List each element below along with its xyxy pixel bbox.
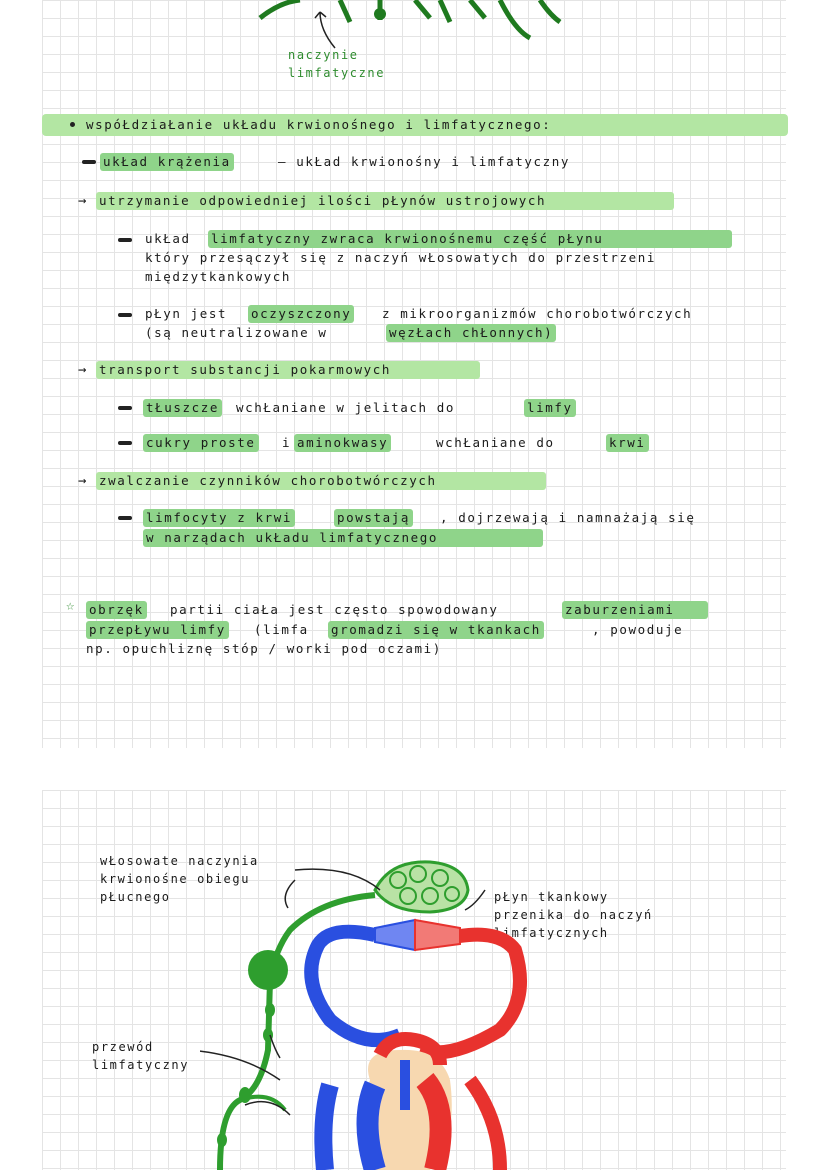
text-segment: pŁyn jest	[145, 306, 228, 321]
arrow-icon: →	[78, 362, 89, 378]
highlighted-segment: oczyszczony	[248, 305, 354, 323]
dash	[118, 313, 132, 317]
topic-fighting-pathogens: zwalczanie czynników chorobotwórczych	[96, 472, 546, 490]
highlighted-segment: zaburzeniami	[562, 601, 708, 619]
dash	[118, 441, 132, 445]
text-segment: , powoduje	[592, 622, 684, 637]
dash	[82, 160, 96, 164]
highlighted-segment: limfy	[524, 399, 576, 417]
text-segment: wchŁaniane w jelitach do	[236, 400, 456, 415]
circulatory-system-definition: – ukŁad krwionośny i limfatyczny	[278, 154, 571, 169]
section-heading: wspóŁdziaŁanie ukŁadu krwionośnego i limfatycznego:	[86, 117, 552, 132]
highlighted-segment: cukry proste	[143, 434, 259, 452]
lymph-vessel-drawing-top	[240, 0, 580, 50]
text-segment: wchŁaniane do	[436, 435, 555, 450]
highlighted-segment: węzŁach chŁonnych)	[386, 324, 556, 342]
top-vessel-label: naczynie limfatyczne	[288, 48, 386, 80]
dash	[118, 238, 132, 242]
lymph-duct-label: przewód limfatyczny	[92, 1040, 190, 1072]
highlighted-segment: obrzęk	[86, 601, 147, 619]
text-line: który przesączył się z naczyń wŁosowatych do przestrzeni	[145, 250, 657, 265]
text-segment: ukŁad	[145, 231, 191, 246]
highlighted-segment: w narządach ukŁadu limfatycznego	[143, 529, 543, 547]
highlighted-segment: aminokwasy	[294, 434, 391, 452]
highlighted-segment: limfocyty z krwi	[143, 509, 295, 527]
bullet-dot	[70, 122, 75, 127]
arrow-icon: →	[78, 193, 89, 209]
circulatory-system-label: ukŁad krążenia	[100, 153, 234, 171]
text-segment: (limfa	[254, 622, 309, 637]
circulation-diagram	[200, 850, 540, 1170]
star-icon: ☆	[66, 598, 77, 614]
arrow-icon: →	[78, 473, 89, 489]
topic-nutrient-transport: transport substancji pokarmowych	[96, 361, 480, 379]
text-line: międzytkankowych	[145, 269, 292, 284]
highlighted-segment: krwi	[606, 434, 649, 452]
highlighted-segment: gromadzi się w tkankach	[328, 621, 544, 639]
dash	[118, 406, 132, 410]
highlighted-segment: limfatyczny zwraca krwionośnemu część pŁynu	[208, 230, 732, 248]
highlighted-segment: przepŁywu limfy	[86, 621, 229, 639]
lymph-capillary-network	[375, 862, 468, 912]
text-segment: z mikroorganizmów chorobotwórczych	[382, 306, 693, 321]
text-segment: (są neutralizowane w	[145, 325, 328, 340]
highlighted-segment: tŁuszcze	[143, 399, 222, 417]
dash	[118, 516, 132, 520]
text-line: np. opuchliznę stóp / worki pod oczami)	[86, 641, 442, 656]
text-segment: partii ciaŁa jest często spowodowany	[170, 602, 499, 617]
pulmonary-capillaries-label: wŁosowate naczynia krwionośne obiegu pŁucnego	[100, 854, 259, 904]
topic-fluid-balance: utrzymanie odpowiedniej ilości pŁynów ustrojowych	[96, 192, 674, 210]
tissue-fluid-label: pŁyn tkankowy przenika do naczyń limfatycznych	[494, 890, 653, 940]
text-segment: i	[282, 435, 292, 450]
text-segment: , dojrzewają i namnażają się	[440, 510, 696, 525]
highlighted-segment: powstają	[334, 509, 413, 527]
